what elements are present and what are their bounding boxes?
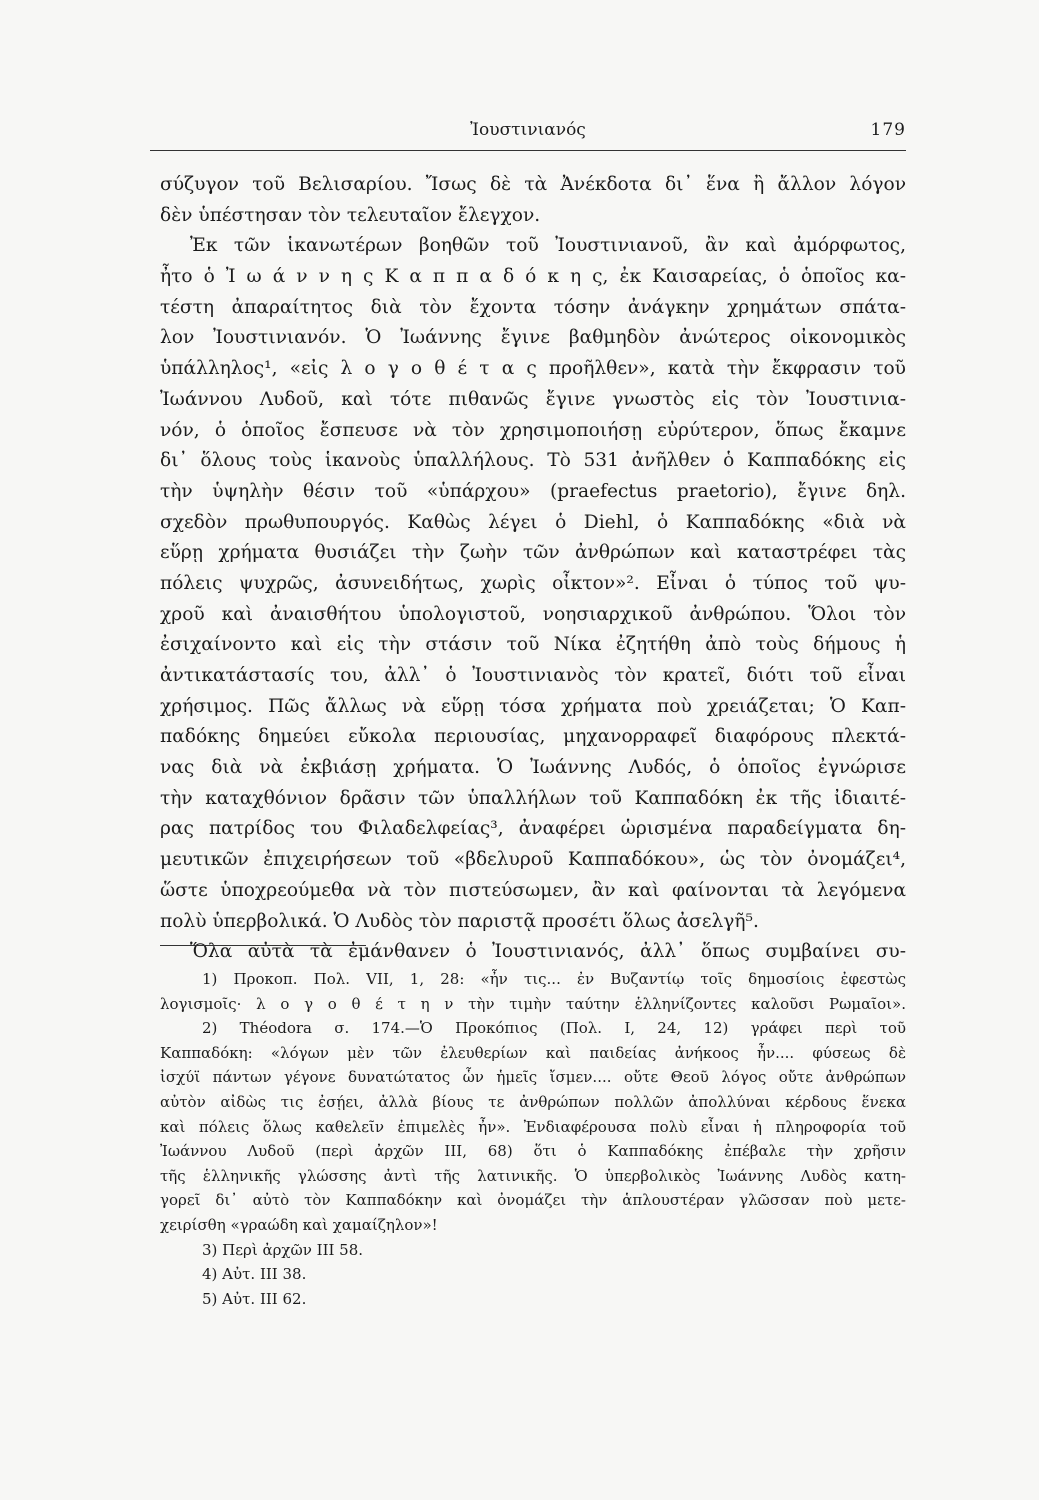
page-number: 179 <box>870 120 906 140</box>
main-text <box>160 170 906 968</box>
footnote-line: χειρίσθη «γραώδη καὶ χαμαίζηλον»! <box>160 1215 438 1234</box>
text-line: χρήσιμος. Πῶς ἄλλως νὰ εὕρῃ τόσα χρήματα ποὺ χρειάζεται; Ὁ Καπ- <box>160 695 906 717</box>
footnote-line: καὶ πόλεις ὅλως καθελεῖν ἐπιμελὲς ἦν». Ἐνδιαφέρουσα πολὺ εἶναι ἡ πληροφορία τοῦ <box>160 1117 906 1136</box>
text-line: νόν, ὁ ὁποῖος ἔσπευσε νὰ τὸν χρησιμοποιήσῃ εὐρύτερον, ὅπως ἔκαμνε <box>160 419 906 441</box>
text-line: Ἐκ τῶν ἱκανωτέρων βοηθῶν τοῦ Ἰουστινιανοῦ, ἂν καὶ ἀμόρφωτος, <box>190 235 906 257</box>
text-line: δὲν ὑπέστησαν τὸν τελευταῖον ἔλεγχον. <box>160 204 541 226</box>
text-line: τέστη ἀπαραίτητος διὰ τὸν ἔχοντα τόσην ἀνάγκην χρημάτων σπάτα- <box>160 296 906 318</box>
text-line: παδόκης δημεύει εὔκολα περιουσίας, μηχανορραφεῖ διαφόρους πλεκτά- <box>160 726 906 748</box>
footnotes <box>160 967 906 1311</box>
text-line: λον Ἰουστινιανόν. Ὁ Ἰωάννης ἔγινε βαθμηδὸν ἀνώτερος οἰκονομικὸς <box>160 327 906 349</box>
footnote-rule <box>160 945 366 946</box>
footnote-line: 1) Προκοπ. Πολ. VII, 1, 28: «ἦν τις... ἐν Βυζαντίῳ τοῖς δημοσίοις ἐφεστὼς <box>202 970 906 988</box>
text-line: ὥστε ὑποχρεούμεθα νὰ τὸν πιστεύσωμεν, ἂν καὶ φαίνονται τὰ λεγόμενα <box>160 879 906 901</box>
text-line: Ὅλα αὐτὰ τὰ ἐμάνθανεν ὁ Ἰουστινιανός, ἀλλ᾽ ὅπως συμβαίνει συ- <box>190 941 906 963</box>
footnote-line: λογισμοῖς· λ ο γ ο θ έ τ η ν τὴν τιμὴν ταύτην ἑλληνίζοντες καλοῦσι Ρωμαῖοι». <box>160 994 906 1013</box>
footnote-line: Καππαδόκη: «λόγων μὲν τῶν ἐλευθερίων καὶ παιδείας ἀνήκοος ἦν.... φύσεως δὲ <box>160 1043 906 1062</box>
footnote-line: 3) Περὶ ἀρχῶν III 58. <box>202 1240 364 1259</box>
footnote-line: αὐτὸν αἰδὼς τις ἐσῄει, ἀλλὰ βίους τε ἀνθρώπων πολλῶν ἀπολλύναι κέρδους ἕνεκα <box>160 1092 906 1111</box>
text-line: πολὺ ὑπερβολικά. Ὁ Λυδὸς τὸν παριστᾷ προσέτι ὅλως ἀσελγῆ⁵. <box>160 910 759 932</box>
footnote-line: τῆς ἑλληνικῆς γλώσσης ἀντὶ τῆς λατινικῆς. Ὁ ὑπερβολικὸς Ἰωάννης Λυδὸς κατη- <box>160 1166 906 1185</box>
text-line: σύζυγον τοῦ Βελισαρίου. Ἴσως δὲ τὰ Ἀνέκδοτα δι᾽ ἕνα ἢ ἄλλον λόγον <box>160 174 906 195</box>
text-line: δι᾽ ὅλους τοὺς ἱκανοὺς ὑπαλλήλους. Τὸ 531 ἀνῆλθεν ὁ Καππαδόκης εἰς <box>160 450 906 472</box>
text-line: ἐσιχαίνοντο καὶ εἰς τὴν στάσιν τοῦ Νίκα ἐζητήθη ἀπὸ τοὺς δήμους ἡ <box>160 634 906 656</box>
text-line: εὕρῃ χρήματα θυσιάζει τὴν ζωὴν τῶν ἀνθρώπων καὶ καταστρέφει τὰς <box>160 542 906 564</box>
header-rule <box>150 150 906 151</box>
text-line: μευτικῶν ἐπιχειρήσεων τοῦ «βδελυροῦ Καππαδόκου», ὡς τὸν ὀνομάζει⁴, <box>160 849 906 871</box>
footnote-line: ἰσχύϊ πάντων γέγονε δυνατώτατος ὧν ἡμεῖς ἴσμεν.... οὔτε Θεοῦ λόγος οὔτε ἀνθρώπων <box>160 1068 906 1087</box>
text-line: ἀντικατάστασίς του, ἀλλ᾽ ὁ Ἰουστινιανὸς τὸν κρατεῖ, διότι τοῦ εἶναι <box>160 665 906 686</box>
footnote-line: 5) Αὐτ. III 62. <box>202 1289 307 1308</box>
footnote-line: γορεῖ δι᾽ αὐτὸ τὸν Καππαδόκην καὶ ὀνομάζει τὴν ἁπλουστέραν γλῶσσαν ποὺ μετε- <box>160 1191 906 1210</box>
text-line: χροῦ καὶ ἀναισθήτου ὑπολογιστοῦ, νοησιαρχικοῦ ἀνθρώπου. Ὅλοι τὸν <box>160 603 906 625</box>
running-header <box>150 116 906 146</box>
text-line: ὑπάλληλος¹, «εἰς λ ο γ ο θ έ τ α ς προῆλθεν», κατὰ τὴν ἔκφρασιν τοῦ <box>160 358 906 380</box>
text-line: τὴν καταχθόνιον δρᾶσιν τῶν ὑπαλλήλων τοῦ Καππαδόκη ἐκ τῆς ἰδιαιτέ- <box>160 787 906 809</box>
text-line: σχεδὸν πρωθυπουργός. Καθὼς λέγει ὁ Diehl, ὁ Καππαδόκης «διὰ νὰ <box>160 511 906 533</box>
text-line: τὴν ὑψηλὴν θέσιν τοῦ «ὑπάρχου» (praefectus praetorio), ἔγινε δηλ. <box>160 480 906 502</box>
footnote-line: 4) Αὐτ. III 38. <box>202 1265 307 1284</box>
running-title: Ἰουστινιανός <box>470 120 586 140</box>
text-line: πόλεις ψυχρῶς, ἀσυνειδήτως, χωρὶς οἶκτον»². Εἶναι ὁ τύπος τοῦ ψυ- <box>160 572 906 594</box>
text-line: ἦτο ὁ Ἰ ω ά ν ν η ς Κ α π π α δ ό κ η ς, ἐκ Καισαρείας, ὁ ὁποῖος κα- <box>160 266 906 288</box>
footnote-line: 2) Théodora σ. 174.—Ὁ Προκόπιος (Πολ. I, 24, 12) γράφει περὶ τοῦ <box>202 1019 906 1038</box>
footnote-line: Ἰωάννου Λυδοῦ (περὶ ἀρχῶν III, 68) ὅτι ὁ Καππαδόκης ἐπέβαλε τὴν χρῆσιν <box>160 1142 906 1161</box>
text-line: Ἰωάννου Λυδοῦ, καὶ τότε πιθανῶς ἔγινε γνωστὸς εἰς τὸν Ἰουστινια- <box>160 388 906 410</box>
text-line: ρας πατρίδος του Φιλαδελφείας³, ἀναφέρει ὡρισμένα παραδείγματα δη- <box>160 818 906 840</box>
text-line: νας διὰ νὰ ἐκβιάσῃ χρήματα. Ὁ Ἰωάννης Λυδός, ὁ ὁποῖος ἐγνώρισε <box>160 757 906 779</box>
